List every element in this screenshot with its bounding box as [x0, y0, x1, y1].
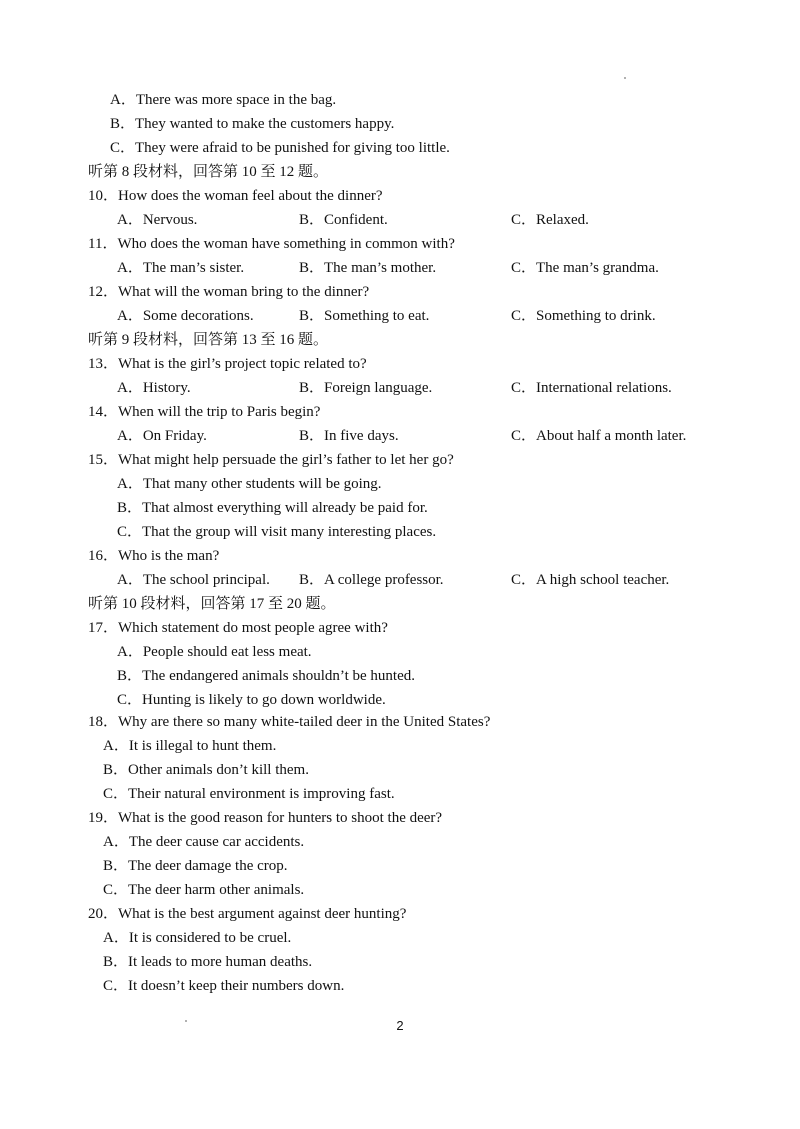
question-text: 11．Who does the woman have something in common with? [88, 236, 455, 252]
answer-option: C．Hunting is likely to go down worldwide. [117, 692, 386, 708]
answer-option: A．The man’s sister. [117, 260, 245, 276]
answer-option: B．They wanted to make the customers happy. [110, 116, 395, 132]
answer-option: A．On Friday. [117, 428, 207, 444]
answer-option: B．Foreign language. [299, 380, 433, 396]
section-instruction: 听第 10 段材料，回答第 17 至 20 题。 [88, 596, 336, 612]
question-text: 20．What is the best argument against deer hunting? [88, 906, 407, 922]
answer-option: B．The deer damage the crop. [103, 858, 288, 874]
section-instruction: 听第 8 段材料，回答第 10 至 12 题。 [88, 164, 329, 180]
answer-option: C．The man’s grandma. [511, 260, 659, 276]
answer-option: C．The deer harm other animals. [103, 882, 305, 898]
answer-option: C．International relations. [511, 380, 672, 396]
answer-option: B．A college professor. [299, 572, 444, 588]
answer-option: A．People should eat less meat. [117, 644, 312, 660]
question-text: 19．What is the good reason for hunters to shoot the deer? [88, 810, 443, 826]
answer-option: A．It is considered to be cruel. [103, 930, 292, 946]
answer-option: A．History. [117, 380, 191, 396]
question-text: 10．How does the woman feel about the dinner? [88, 188, 383, 204]
section-instruction: 听第 9 段材料，回答第 13 至 16 题。 [88, 332, 329, 348]
answer-option: B．The endangered animals shouldn’t be hunted. [117, 668, 415, 684]
answer-option: B．Something to eat. [299, 308, 430, 324]
answer-option: A．Nervous. [117, 212, 198, 228]
answer-option: B．Confident. [299, 212, 388, 228]
answer-option: B．Other animals don’t kill them. [103, 762, 309, 778]
question-text: 13．What is the girl’s project topic related to? [88, 356, 367, 372]
answer-option: C．Relaxed. [511, 212, 589, 228]
answer-option: A．The deer cause car accidents. [103, 834, 305, 850]
answer-option: C．That the group will visit many interesting places. [117, 524, 437, 540]
answer-option: A．There was more space in the bag. [110, 92, 337, 108]
answer-option: A．It is illegal to hunt them. [103, 738, 277, 754]
answer-option: A．Some decorations. [117, 308, 254, 324]
question-text: 15．What might help persuade the girl’s father to let her go? [88, 452, 454, 468]
answer-option: C．About half a month later. [511, 428, 687, 444]
answer-option: B．In five days. [299, 428, 399, 444]
page-number: 2 [396, 1018, 404, 1033]
answer-option: C．A high school teacher. [511, 572, 670, 588]
answer-option: B．The man’s mother. [299, 260, 437, 276]
question-text: 12．What will the woman bring to the dinner? [88, 284, 370, 300]
answer-option: B．It leads to more human deaths. [103, 954, 313, 970]
answer-option: A．The school principal. [117, 572, 270, 588]
answer-option: C．Something to drink. [511, 308, 656, 324]
answer-option: B．That almost everything will already be paid for. [117, 500, 428, 516]
answer-option: C．It doesn’t keep their numbers down. [103, 978, 345, 994]
answer-option: C．They were afraid to be punished for giving too little. [110, 140, 450, 156]
question-text: 14．When will the trip to Paris begin? [88, 404, 321, 420]
answer-option: C．Their natural environment is improving fast. [103, 786, 395, 802]
answer-option: A．That many other students will be going. [117, 476, 382, 492]
scan-speck [624, 77, 626, 79]
question-text: 16．Who is the man? [88, 548, 220, 564]
question-text: 17．Which statement do most people agree with? [88, 620, 388, 636]
question-text: 18．Why are there so many white-tailed deer in the United States? [88, 714, 491, 730]
